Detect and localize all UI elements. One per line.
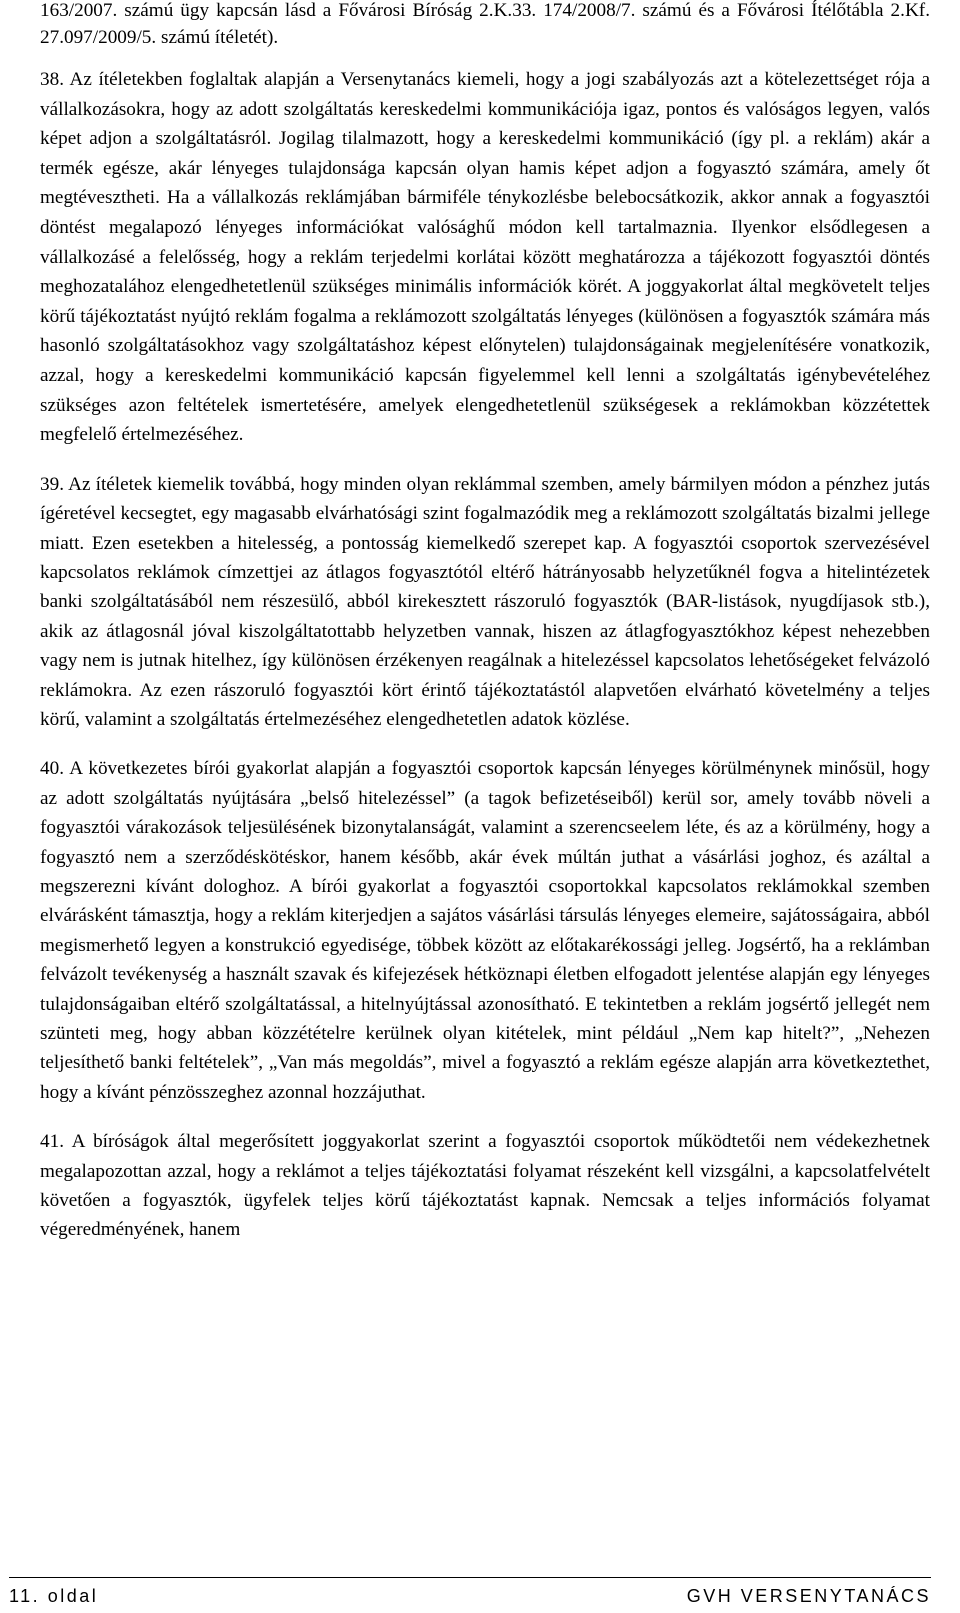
paragraph-text: Az ítéletek kiemelik továbbá, hogy minden olyan reklámmal szemben, amely bármilyen módon a pénzhez jutás ígéretével kecsegtet, egy magasabb elvárhatósági szint fogalmazódik meg a reklámozott szolgáltatás bizalmi jellege miatt. Ezen esetekben a hitelesség, a pontosság kiemelkedő szerepet kap. A fogyasztói csoportok szervezésével kapcsolatos reklámok címzettjei az átlagos fogyasztótól eltérő hátrányosabb helyzetűknél fogva a hitelintézetek banki szolgáltatásából nem részesülő, abból kirekesztett rászoruló fogyasztók (BAR-listások, nyugdíjasok stb.), akik az átlagosnál jóval kiszolgáltatottabb helyzetben vannak, hiszen az átlagfogyasztókhoz képest nehezebben vagy nem is jutnak hitelhez, így különösen érzékenyen reagálnak a hitelezéssel kapcsolatos lehetőségeket felvázoló reklámokra. Az ezen rászoruló fogyasztói kört érintő tájékoztatástól alapvetően elvárható követelmény a teljes körű, valamint a szolgáltatás értelmezéséhez elengedhetetlen adatok közlése.	[40, 473, 930, 730]
paragraph-41	[40, 1127, 930, 1245]
intro-text: 163/2007. számú ügy kapcsán lásd a Fővárosi Bíróság 2.K.33. 174/2008/7. számú és a Fővárosi Ítélőtábla 2.Kf. 27.097/2009/5. számú ítéletét).	[40, 0, 930, 48]
paragraph-number: 38.	[40, 69, 70, 90]
paragraph-number: 41.	[40, 1131, 72, 1153]
document-page	[40, 0, 930, 1245]
footer-organization: GVH VERSENYTANÁCS	[686, 1586, 931, 1606]
paragraph-40-body	[40, 754, 930, 1107]
paragraph-39	[40, 470, 930, 735]
footer-divider	[9, 1577, 931, 1578]
paragraph-text: Az ítéletekben foglaltak alapján a Versenytanács kiemeli, hogy a jogi szabályozás azt a kötelezettséget rója a vállalkozásokra, hogy az adott szolgáltatás kereskedelmi kommunikációja igaz, pontos és valóságos legyen, valós képet adjon a szolgáltatásról. Jogilag tilalmazott, hogy a kereskedelmi kommunikáció (így pl. a reklám) akár a termék egésze, akár lényeges tulajdonsága kapcsán olyan hamis képet adjon a fogyasztó számára, amely őt megtévesztheti. Ha a vállalkozás reklámjában bármiféle ténykozlésbe belebocsátkozik, akkor annak a fogyasztói döntést megalapozó lényeges információkat valósághű módon kell tartalmaznia. Ilyenkor elsődlegesen a vállalkozásé a felelősség, hogy a reklám terjedelmi korlátai között meghatározza a tájékozott fogyasztói döntés meghozatalához elengedhetetlenül szükséges minimális információk körét. A joggyakorlat által megkövetelt teljes körű tájékoztatást nyújtó reklám fogalma a reklámozott szolgáltatás lényeges (különösen a fogyasztók számára más hasonló szolgáltatásokhoz vagy szolgáltatáshoz képest előnytelen) tulajdonságainak megjelenítésére vonatkozik, azzal, hogy a kereskedelmi kommunikáció kapcsán figyelemmel kell lenni a szolgáltatás igénybevételéhez szükséges azon feltételek ismertetésére, amelyek elengedhetetlenül szükségesek a reklámokban közzétettek megfelelő értelmezéséhez.	[40, 69, 930, 446]
paragraph-text: A bíróságok által megerősített joggyakorlat szerint a fogyasztói csoportok működtetői nem védekezhetnek megalapozottan azzal, hogy a reklámot a teljes tájékoztatási folyamat részeként kell vizsgálni, a kapcsolatfelvételt követően a fogyasztók, ügyfelek teljes körű tájékoztatást kapnak. Nemcsak a teljes információs folyamat végeredményének, hanem	[40, 1131, 930, 1241]
paragraph-number: 40.	[40, 758, 70, 780]
paragraph-39-body	[40, 470, 930, 735]
paragraph-40	[40, 754, 930, 1107]
paragraph-38	[40, 65, 930, 450]
page-number: 11. oldal	[9, 1586, 99, 1606]
paragraph-number: 39.	[40, 473, 69, 495]
paragraph-text: A következetes bírói gyakorlat alapján a fogyasztói csoportok kapcsán lényeges körülménynek minősül, hogy az adott szolgáltatás nyújtására „belső hitelezéssel” (a tagok befizetéseiből) kerül sor, amely tovább növeli a fogyasztói várakozások teljesülésének bizonytalanságát, valamint a szerencseelem léte, és az a körülmény, hogy a fogyasztó nem a szerződéskötéskor, hanem később, akár évek múltán juthat a vásárlási joghoz, és azáltal a megszerezni kívánt dologhoz. A bírói gyakorlat a fogyasztói csoportokkal kapcsolatos reklámokkal szemben elvárásként támasztja, hogy a reklám kiterjedjen a sajátos vásárlási társulás lényeges elemeire, sajátosságaira, abból megismerhető legyen a konstrukció egyedisége, többek között az előtakarékossági jelleg. Jogsértő, ha a reklámban felvázolt tevékenység a használt szavak és kifejezések hétköznapi életben elfogadott jelentése alapján egy lényeges tulajdonságaiban eltérő szolgáltatással, a hitelnyújtással azonosítható. E tekintetben a reklám jogsértő jellegét nem szünteti meg, hogy abban közzétételre kerülnek olyan kitételek, mint például „Nem kap hitelt?”, „Nehezen teljesíthető banki feltételek”, „Van más megoldás”, mivel a fogyasztó a reklám egésze alapján arra következtethet, hogy a kívánt pénzösszeghez azonnal hozzájuthat.	[40, 758, 930, 1103]
paragraph-41-body	[40, 1127, 930, 1245]
page-footer	[9, 1586, 931, 1610]
paragraph-38-body	[40, 65, 930, 450]
